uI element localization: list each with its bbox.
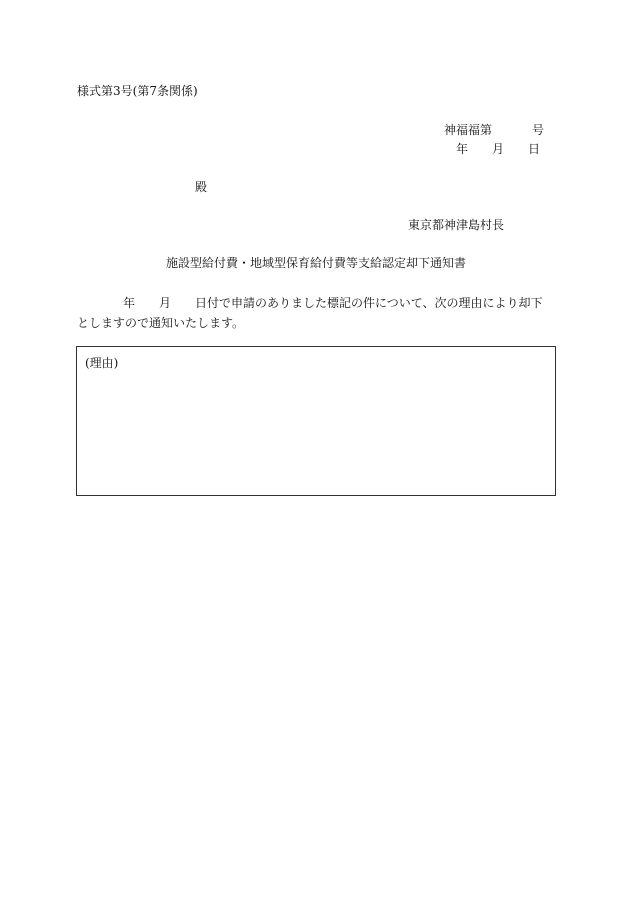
sender-name: 東京都神津島村長 (408, 218, 505, 232)
date-month: 月 (492, 142, 505, 156)
document-number (444, 123, 544, 137)
reason-box (76, 346, 556, 496)
body-text: 日付で申請のありました標記の件について、次の理由により却下としますので通知いたします。 (77, 296, 543, 330)
document-number-prefix: 神福福第 (444, 123, 493, 137)
date-year: 年 (456, 142, 469, 156)
issue-date (456, 142, 540, 156)
body-paragraph (77, 293, 553, 333)
body-year: 年 (123, 296, 136, 310)
document-title: 施設型給付費・地域型保育給付費等支給認定却下通知書 (166, 256, 467, 270)
document-number-suffix: 号 (532, 123, 545, 137)
form-number: 様式第3号(第7条関係) (77, 84, 198, 98)
reason-label: (理由) (85, 356, 119, 370)
body-month: 月 (159, 296, 172, 310)
addressee-honorific: 殿 (195, 180, 208, 194)
date-day: 日 (528, 142, 541, 156)
